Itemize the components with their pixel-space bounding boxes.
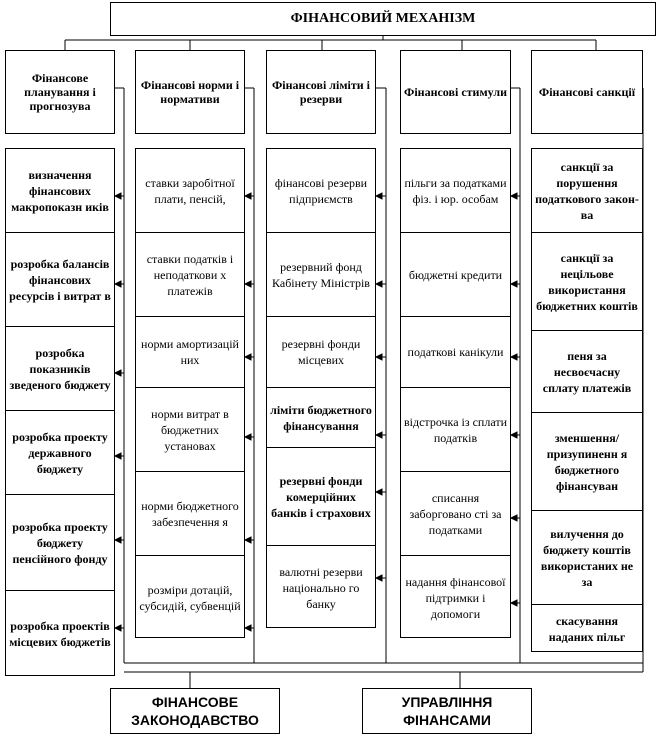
list-item: бюджетні кредити [401, 232, 510, 316]
arrow-head-1-4 [245, 537, 251, 543]
management-box: УПРАВЛІННЯ ФІНАНСАМИ [362, 688, 532, 734]
arrow-head-3-4 [511, 515, 517, 521]
list-item: норми бюджетного забезпечення я [136, 471, 244, 555]
arrow-head-1-1 [245, 281, 251, 287]
column-sanctions [531, 148, 643, 652]
header-incentives: Фінансові стимули [400, 50, 511, 134]
arrow-head-3-5 [511, 600, 517, 606]
arrow-head-0-0 [115, 193, 121, 199]
column-planning [5, 148, 115, 676]
arrow-head-1-5 [245, 625, 251, 631]
arrow-head-3-2 [511, 354, 517, 360]
column-norms [135, 148, 245, 638]
list-item: надання фінансової підтримки і допомоги [401, 555, 510, 639]
arrow-head-2-5 [376, 575, 382, 581]
list-item: пеня за несвоєчасну сплату платежів [532, 330, 642, 412]
list-item: зменшення/ призупиненн я бюджетного фінансуван [532, 412, 642, 510]
arrow-head-0-4 [115, 537, 121, 543]
list-item: ставки заробітної плати, пенсій, [145, 175, 235, 206]
list-item: визначення фінансових макропоказн иків [11, 167, 109, 214]
header-limits: Фінансові ліміти і резерви [266, 50, 376, 134]
arrow-head-2-3 [376, 432, 382, 438]
list-item: розміри дотацій, субсидій, субвенцій [136, 555, 244, 639]
arrow-head-1-3 [245, 434, 251, 440]
list-item: відстрочка із сплати податків [401, 387, 510, 471]
list-item: вилучення до бюджету коштів використаних не за [532, 510, 642, 604]
list-item: ліміти бюджетного фінансування [267, 387, 375, 447]
list-item: санкції за порушення податкового закон-ва [535, 159, 639, 222]
arrow-head-1-2 [245, 354, 251, 360]
legislation-box: ФІНАНСОВЕ ЗАКОНОДАВСТВО [110, 688, 280, 734]
list-item: розробка показників зведеного бюджету [6, 326, 114, 410]
list-item: ставки податків і неподаткови х платежів [136, 232, 244, 316]
arrow-head-2-4 [376, 489, 382, 495]
list-item: норми амортизацій них [136, 316, 244, 387]
list-item: розробка проектів місцевих бюджетів [6, 590, 114, 676]
list-item: списання заборговано сті за податками [401, 471, 510, 555]
arrow-head-3-0 [511, 193, 517, 199]
column-incentives [400, 148, 511, 638]
list-item: норми витрат в бюджетних установах [136, 387, 244, 471]
arrow-head-3-3 [511, 432, 517, 438]
list-item: розробка балансів фінансових ресурсів і витрат в [6, 232, 114, 326]
arrow-head-3-1 [511, 281, 517, 287]
column-limits [266, 148, 376, 628]
arrow-head-0-5 [115, 625, 121, 631]
arrow-head-2-0 [376, 193, 382, 199]
diagram-title: ФІНАНСОВИЙ МЕХАНІЗМ [110, 2, 656, 36]
arrow-head-2-2 [376, 354, 382, 360]
header-planning: Фінансове планування і прогнозува [5, 50, 115, 134]
header-norms: Фінансові норми і нормативи [135, 50, 245, 134]
list-item: санкції за нецільове використання бюджетних коштів [532, 232, 642, 330]
arrow-head-0-1 [115, 281, 121, 287]
list-item: фінансові резерви підприємств [274, 175, 368, 206]
arrow-head-0-2 [115, 370, 121, 376]
list-item: резервний фонд Кабінету Міністрів [267, 232, 375, 316]
arrow-head-2-1 [376, 281, 382, 287]
list-item: резервні фонди місцевих [267, 316, 375, 387]
header-sanctions: Фінансові санкції [531, 50, 643, 134]
list-item: резервні фонди комерційних банків і страхових [267, 447, 375, 545]
list-item: скасування наданих пільг [532, 604, 642, 653]
arrow-head-1-0 [245, 193, 251, 199]
list-item: пільги за податками фіз. і юр. особам [404, 175, 507, 206]
list-item: розробка проекту бюджету пенсійного фонду [6, 494, 114, 590]
list-item: податкові канікули [401, 316, 510, 387]
list-item: валютні резерви національно го банку [267, 545, 375, 629]
list-item: розробка проекту державного бюджету [6, 410, 114, 494]
arrow-head-0-3 [115, 453, 121, 459]
